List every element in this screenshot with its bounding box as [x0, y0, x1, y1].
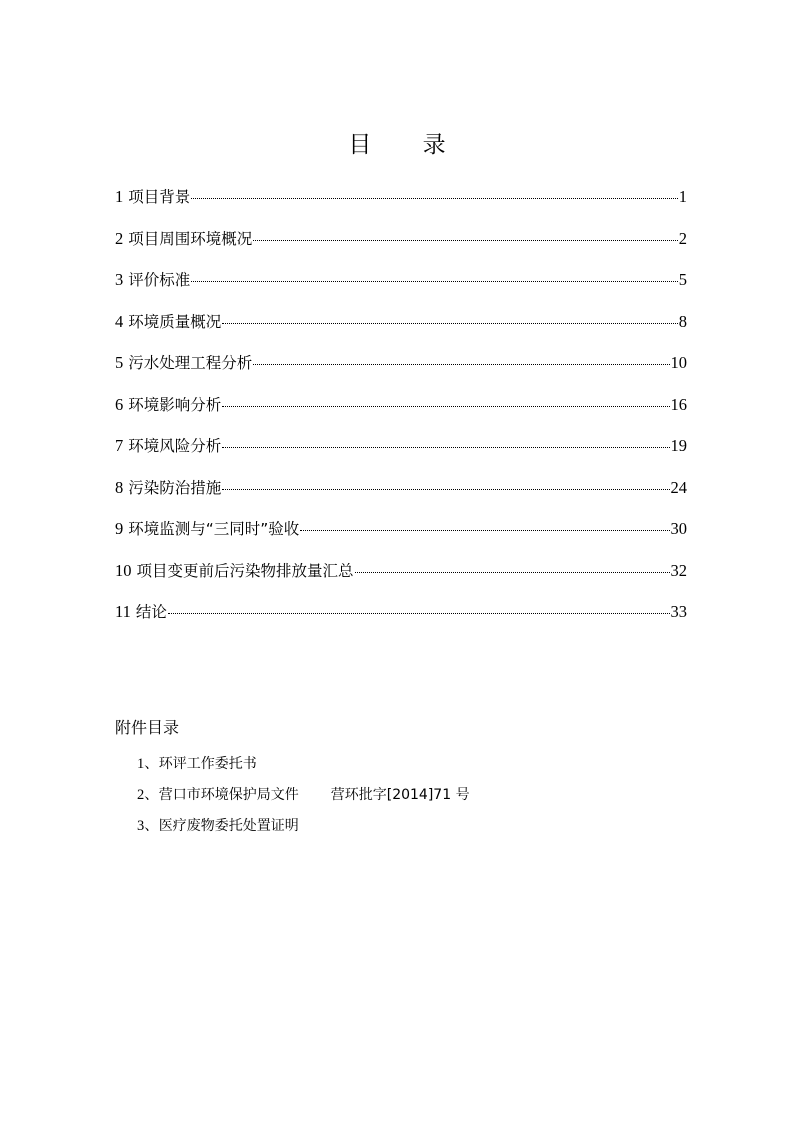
dot-leader [355, 571, 670, 573]
toc-title: 目 录 [348, 132, 468, 158]
toc-entry[interactable] [115, 475, 687, 517]
toc-entry[interactable] [115, 309, 687, 351]
attachment-item [137, 783, 470, 814]
toc-entry-page: 30 [670, 519, 687, 538]
toc-entry-label: 环境风险分析 [128, 437, 222, 455]
toc-entry-page: 19 [670, 436, 687, 455]
toc-entry-page: 16 [670, 394, 687, 414]
toc-entry-page: 1 [678, 187, 687, 206]
attachment-item [137, 752, 470, 783]
attachment-text: 营口市环境保护局文件 [158, 787, 299, 803]
toc-entry-label: 结论 [135, 603, 167, 621]
toc-entry-page: 32 [670, 560, 687, 580]
dot-leader [222, 322, 677, 324]
attachment-number: 2、 [137, 787, 159, 803]
dot-leader [222, 405, 669, 407]
dot-leader [222, 488, 669, 490]
toc-entry-number: 4 [115, 311, 124, 331]
dot-leader [253, 239, 677, 241]
attachment-document-number: 营环批字[2014]71 号 [330, 787, 470, 803]
dot-leader [300, 529, 669, 531]
toc-entry-page: 10 [670, 353, 687, 372]
toc-entry-number: 3 [115, 270, 124, 289]
toc-entry-number: 7 [115, 436, 124, 455]
toc-list [115, 184, 687, 641]
dot-leader [253, 363, 669, 365]
toc-entry-label: 项目变更前后污染物排放量汇总 [136, 561, 354, 580]
toc-entry-number: 2 [115, 228, 124, 248]
toc-entry-number: 9 [115, 519, 124, 538]
attachment-item [137, 814, 470, 845]
attachment-text: 环评工作委托书 [158, 756, 257, 772]
toc-entry-label: 污水处理工程分析 [128, 354, 253, 372]
attachments-list [137, 752, 470, 845]
toc-entry-label: 环境质量概况 [128, 312, 222, 331]
toc-entry-label: 评价标准 [128, 271, 191, 289]
toc-entry-page: 5 [678, 270, 687, 289]
toc-entry-label: 污染防治措施 [128, 478, 222, 497]
toc-entry-number: 11 [115, 602, 131, 621]
attachment-text: 医疗废物委托处置证明 [158, 818, 299, 834]
toc-entry[interactable] [115, 558, 687, 600]
attachment-number: 1、 [137, 756, 159, 772]
toc-entry-label: 环境监测与“三同时”验收 [128, 520, 300, 538]
toc-entry-page: 33 [670, 602, 687, 621]
toc-entry-label: 环境影响分析 [128, 395, 222, 414]
toc-entry-number: 5 [115, 353, 124, 372]
toc-entry-page: 2 [678, 228, 687, 248]
attachment-number: 3、 [137, 818, 159, 834]
toc-entry[interactable] [115, 599, 687, 641]
toc-entry-number: 8 [115, 477, 124, 497]
toc-entry-number: 6 [115, 394, 124, 414]
toc-entry[interactable] [115, 184, 687, 226]
dot-leader [191, 280, 677, 282]
toc-entry-page: 8 [678, 311, 687, 331]
toc-entry[interactable] [115, 350, 687, 392]
toc-entry[interactable] [115, 226, 687, 268]
dot-leader [191, 197, 677, 199]
toc-entry-label: 项目背景 [128, 188, 191, 206]
dot-leader [222, 446, 669, 448]
toc-entry-number: 1 [115, 187, 124, 206]
toc-entry[interactable] [115, 516, 687, 558]
toc-entry[interactable] [115, 433, 687, 475]
toc-entry[interactable] [115, 392, 687, 434]
toc-entry-number: 10 [115, 560, 132, 580]
toc-entry[interactable] [115, 267, 687, 309]
toc-entry-label: 项目周围环境概况 [128, 229, 253, 248]
attachments-title: 附件目录 [115, 718, 180, 737]
dot-leader [168, 612, 670, 614]
toc-entry-page: 24 [670, 477, 687, 497]
